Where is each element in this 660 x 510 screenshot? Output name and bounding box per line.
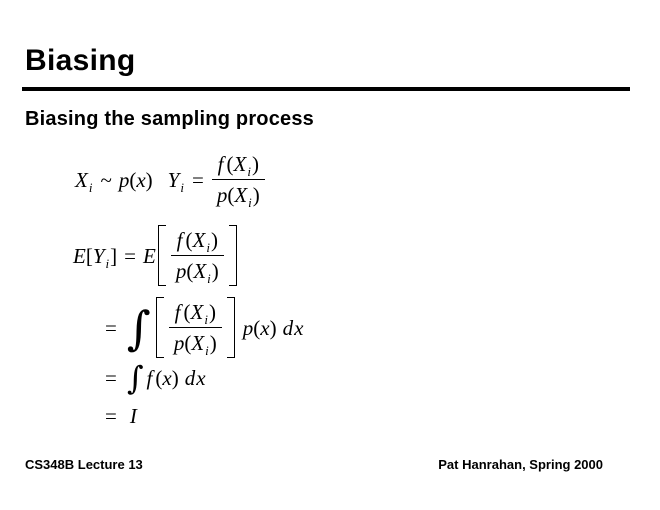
var-X: X (234, 183, 248, 208)
fraction-numerator (171, 228, 224, 256)
var-X: X (75, 167, 88, 192)
fraction (168, 300, 223, 359)
subscript-i: i (204, 312, 208, 327)
equation-line-4 (105, 359, 207, 397)
big-right-bracket (229, 225, 237, 286)
var-E: E (73, 243, 86, 268)
right-paren: ) (145, 167, 153, 192)
right-paren: ) (208, 300, 216, 324)
var-X: X (193, 259, 207, 284)
left-paren: ( (184, 331, 192, 356)
differential-dx: dx (282, 315, 305, 340)
var-I: I (129, 404, 137, 428)
right-paren: ) (171, 365, 179, 390)
fraction-numerator (169, 300, 222, 328)
var-p: p (216, 183, 228, 208)
math-term (105, 366, 124, 390)
subscript-i: i (247, 164, 251, 179)
right-paren: ) (251, 152, 259, 176)
var-X: X (192, 228, 206, 252)
math-term (105, 404, 124, 428)
right-paren: ) (269, 315, 277, 340)
subscript-i: i (105, 255, 110, 271)
math-term (105, 316, 124, 340)
left-paren: ( (129, 167, 137, 192)
var-p: p (173, 331, 185, 356)
var-x: x (260, 315, 270, 340)
subscript-i: i (206, 240, 210, 255)
left-paren: ( (227, 183, 235, 208)
left-paren: ( (253, 315, 261, 340)
var-x: x (136, 167, 146, 192)
equation-line-3 (105, 297, 304, 358)
var-p: p (118, 167, 130, 192)
equals-sign: = (105, 315, 117, 340)
equation-line-5 (105, 404, 137, 428)
equals-sign: = (105, 404, 117, 428)
footer-author-label: Pat Hanrahan, Spring 2000 (438, 457, 603, 472)
var-p: p (242, 315, 254, 340)
var-x: x (162, 365, 172, 390)
right-bracket: ] (110, 243, 118, 268)
title-rule (22, 87, 630, 91)
footer-course-label: CS348B Lecture 13 (25, 457, 143, 472)
equation-line-1 (75, 152, 266, 211)
var-f: f (217, 152, 224, 176)
subscript-i: i (207, 271, 211, 287)
subscript-i: i (248, 195, 252, 211)
var-X: X (190, 300, 204, 324)
left-paren: ( (183, 300, 191, 324)
math-term (243, 316, 277, 340)
subscript-i: i (180, 179, 184, 195)
var-Y: Y (92, 243, 105, 268)
right-paren: ) (210, 228, 218, 252)
var-E: E (142, 243, 156, 268)
fraction-denominator (170, 256, 225, 287)
math-term (73, 243, 156, 271)
left-paren: ( (226, 152, 234, 176)
var-f: f (146, 365, 153, 390)
tilde-operator: ~ (100, 167, 112, 192)
math-term (167, 167, 211, 195)
big-left-bracket (156, 297, 164, 358)
integral-sign: ∫ (126, 359, 144, 397)
slide-subtitle: Biasing the sampling process (25, 108, 315, 130)
right-paren: ) (209, 331, 217, 356)
fraction-denominator (168, 328, 223, 359)
left-paren: ( (185, 228, 193, 252)
math-term (75, 167, 153, 195)
big-right-bracket (227, 297, 235, 358)
right-paren: ) (211, 259, 219, 284)
subscript-i: i (88, 179, 93, 195)
left-bracket: [ (85, 243, 93, 268)
equation-line-2 (73, 225, 239, 286)
var-Y: Y (167, 167, 180, 192)
equals-sign: = (105, 365, 117, 390)
left-paren: ( (186, 259, 194, 284)
equals-sign: = (124, 243, 136, 268)
left-paren: ( (155, 365, 163, 390)
differential-dx: dx (184, 365, 207, 390)
var-f: f (176, 228, 183, 252)
var-X: X (233, 152, 247, 176)
fraction-numerator (212, 152, 265, 180)
var-f: f (174, 300, 181, 324)
math-term (147, 366, 179, 390)
big-left-bracket (158, 225, 166, 286)
slide-title: Biasing (25, 44, 136, 77)
right-paren: ) (252, 183, 260, 208)
var-X: X (191, 331, 205, 356)
fraction-denominator (211, 180, 266, 211)
integral-sign: ∫ (126, 300, 151, 355)
equals-sign: = (191, 167, 204, 192)
subscript-i: i (205, 343, 209, 359)
fraction (211, 152, 266, 211)
fraction (170, 228, 225, 287)
var-p: p (175, 259, 187, 284)
